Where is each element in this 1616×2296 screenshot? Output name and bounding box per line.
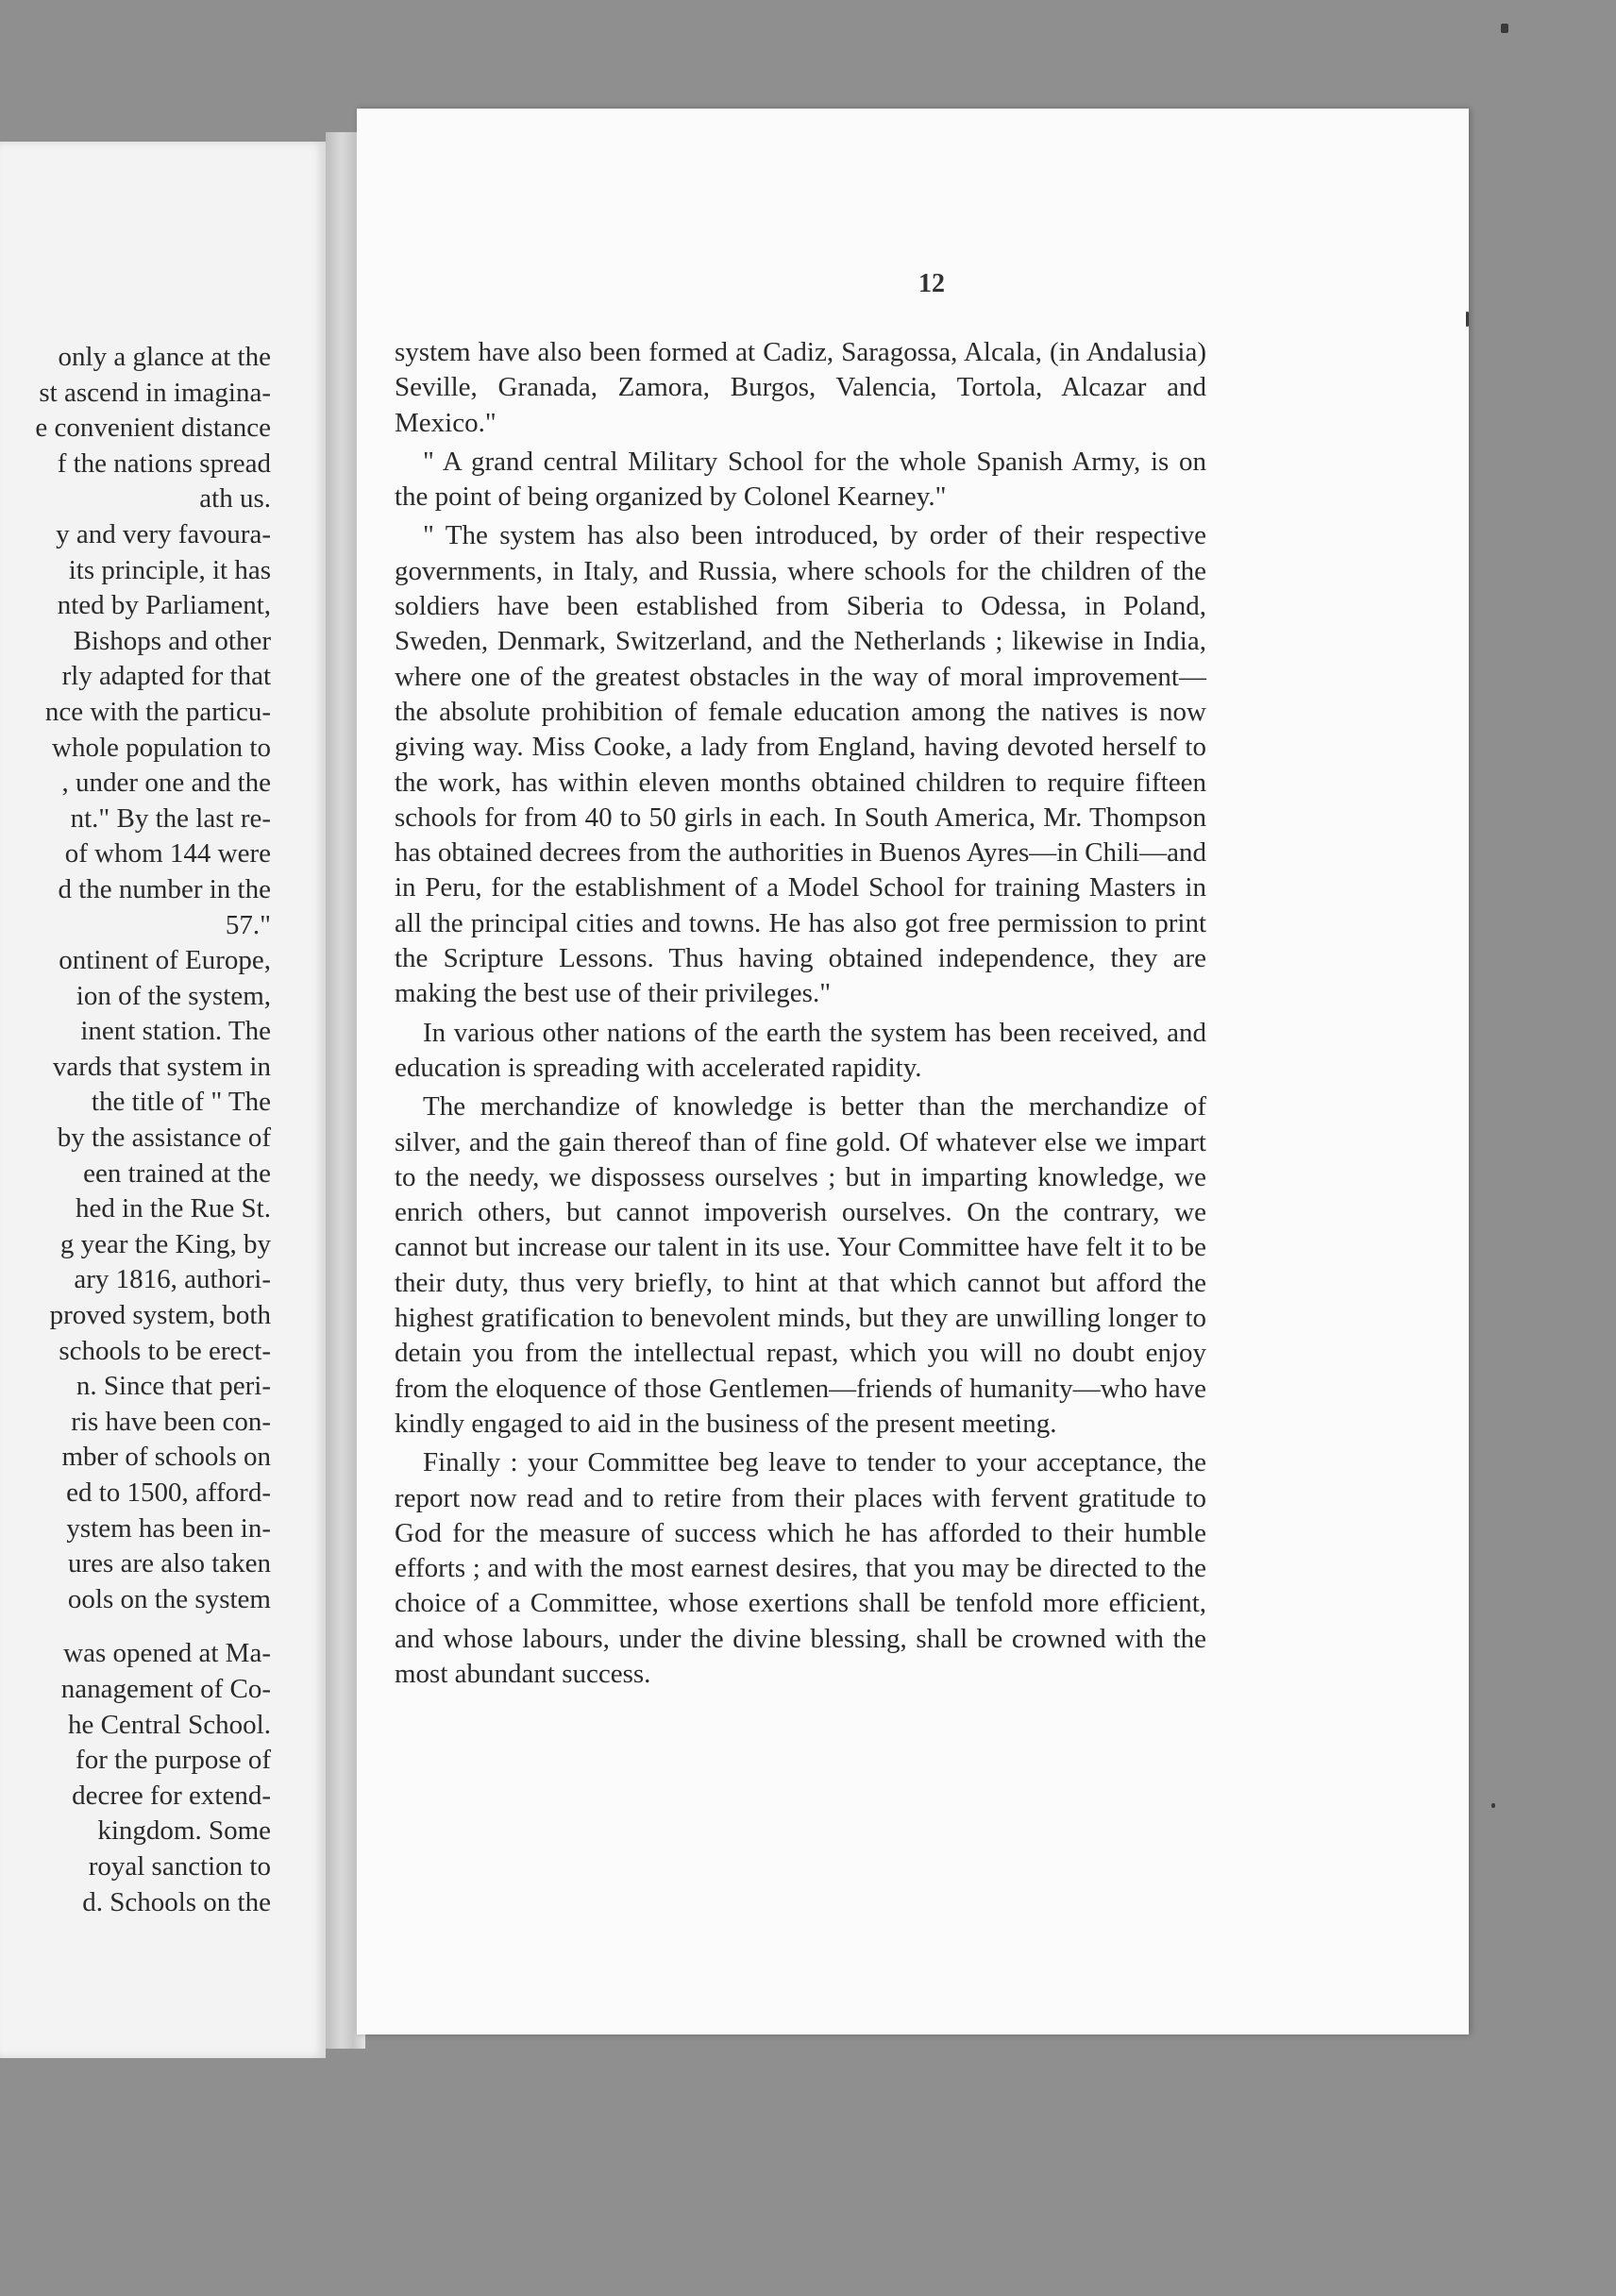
left-page-line: hed in the Rue St. xyxy=(75,1193,271,1224)
left-page-line: ools on the system xyxy=(67,1583,271,1614)
left-page-line: een trained at the xyxy=(83,1157,271,1189)
left-page-line: inent station. The xyxy=(80,1016,271,1047)
left-page-line: the title of " The xyxy=(91,1087,271,1118)
left-page-line: nt." By the last re- xyxy=(70,802,271,834)
left-page-line: of whom 144 were xyxy=(64,838,271,869)
paragraph-4: In various other nations of the earth the system has been received, and education is spreading with accelerated rapidity. xyxy=(395,1017,1206,1083)
left-page-line: ath us. xyxy=(199,483,271,515)
left-page-line: its principle, it has xyxy=(68,554,271,585)
left-page-line: ystem has been in- xyxy=(66,1512,271,1544)
right-page-text xyxy=(395,335,1206,1696)
left-page-line: Bishops and other xyxy=(73,625,271,656)
left-page-line: nce with the particu- xyxy=(44,696,271,727)
left-page-line: ures are also taken xyxy=(68,1548,271,1579)
left-page-line: ary 1816, authori- xyxy=(74,1264,271,1295)
left-page-line: nted by Parliament, xyxy=(57,590,271,621)
paragraph-3: " The system has also been introduced, by order of their respective governments, in Italy, and Russia, where schools for the children of the soldiers have been established from Siberia to Odessa, in Poland, Sweden, Denmark, Switzerland, and the Netherlands ; likewise in India, where one of the greatest obstacles in the way of moral improvement—the absolute prohibition of female education among the natives is now giving way. Miss Cooke, a lady from England, having devoted herself to the work, has within eleven months obtained children to require fifteen schools for from 40 to 50 girls in each. In South America, Mr. Thompson has obtained decrees from the authorities in Buenos Ayres—in Chili—and in Peru, for the establishment of a Model School for training Masters in all the principal cities and towns. He has also got free permission to print the Scripture Lessons. Thus having obtained independence, they are making the best use of their privileges." xyxy=(395,520,1206,1009)
paragraph-6: Finally : your Committee beg leave to tender to your acceptance, the report now read and to retire from their places with fervent gratitude to God for the measure of success which he has afforded to their humble efforts ; and with the most earnest desires, that you may be directed to the choice of a Committee, whose exertions shall be tenfold more efficient, and whose labours, under the divine blessing, shall be crowned with the most abundant success. xyxy=(395,1447,1206,1689)
left-page-line: y and very favoura- xyxy=(56,518,271,549)
left-page-line xyxy=(0,1617,271,1636)
scan-speck xyxy=(1466,312,1469,327)
left-page-line: proved system, both xyxy=(49,1300,271,1331)
left-page-line: only a glance at the xyxy=(58,342,271,372)
left-page-line: , under one and the xyxy=(61,768,271,799)
left-page-line: e convenient distance xyxy=(35,413,271,444)
left-page-line: was opened at Ma- xyxy=(63,1638,271,1669)
left-page-line: rly adapted for that xyxy=(61,661,271,692)
left-page-line: nanagement of Co- xyxy=(60,1673,271,1704)
left-page-line: vards that system in xyxy=(52,1051,271,1082)
left-page-line: ontinent of Europe, xyxy=(59,945,271,976)
left-page-line: d the number in the xyxy=(58,873,271,904)
left-page-line: ed to 1500, afford- xyxy=(66,1477,271,1508)
page-number: 12 xyxy=(918,269,945,298)
left-page-line: g year the King, by xyxy=(59,1228,271,1259)
right-page xyxy=(357,109,1469,2034)
paragraph-1: system have also been formed at Cadiz, Saragossa, Alcala, (in Andalusia) Seville, Granada, Zamora, Burgos, Valencia, Tortola, Alcazar and Mexico." xyxy=(395,337,1206,438)
left-page xyxy=(0,142,326,2058)
left-page-text xyxy=(0,340,271,1920)
left-page-line: for the purpose of xyxy=(76,1745,271,1776)
paragraph-5: The merchandize of knowledge is better than the merchandize of silver, and the gain thereof than of fine gold. Of whatever else we impart to the needy, we dispossess ourselves ; but in imparting knowledge, we enrich others, but cannot impoverish ourselves. On the contrary, we cannot but increase our talent in its use. Your Committee have felt it to be their duty, thus very briefly, to hint at that which cannot but afford the highest gratification to benevolent minds, but they are unwilling longer to detain you from the intellectual repast, which you will no doubt enjoy from the eloquence of those Gentlemen—friends of humanity—who have kindly engaged to aid in the business of the present meeting. xyxy=(395,1091,1206,1439)
left-page-line: ion of the system, xyxy=(76,980,271,1011)
left-page-line: mber of schools on xyxy=(61,1442,271,1473)
left-page-line: kingdom. Some xyxy=(97,1815,271,1847)
left-page-line: he Central School. xyxy=(67,1709,271,1740)
scan-speck xyxy=(1491,1803,1495,1808)
scan-speck xyxy=(1501,24,1508,33)
left-page-line: royal sanction to xyxy=(88,1850,271,1882)
left-page-line: n. Since that peri- xyxy=(76,1371,271,1402)
left-page-line: 57." xyxy=(225,909,271,940)
left-page-line: decree for extend- xyxy=(72,1780,271,1811)
left-page-line: f the nations spread xyxy=(57,447,271,479)
paragraph-2: " A grand central Military School for the whole Spanish Army, is on the point of being organized by Colonel Kearney." xyxy=(395,446,1206,513)
left-page-line: st ascend in imagina- xyxy=(39,377,271,408)
left-page-line: ris have been con- xyxy=(71,1406,271,1437)
left-page-line: whole population to xyxy=(52,732,271,763)
left-page-line: by the assistance of xyxy=(57,1123,271,1154)
left-page-line: d. Schools on the xyxy=(82,1886,271,1917)
left-page-line: schools to be erect- xyxy=(59,1335,271,1366)
